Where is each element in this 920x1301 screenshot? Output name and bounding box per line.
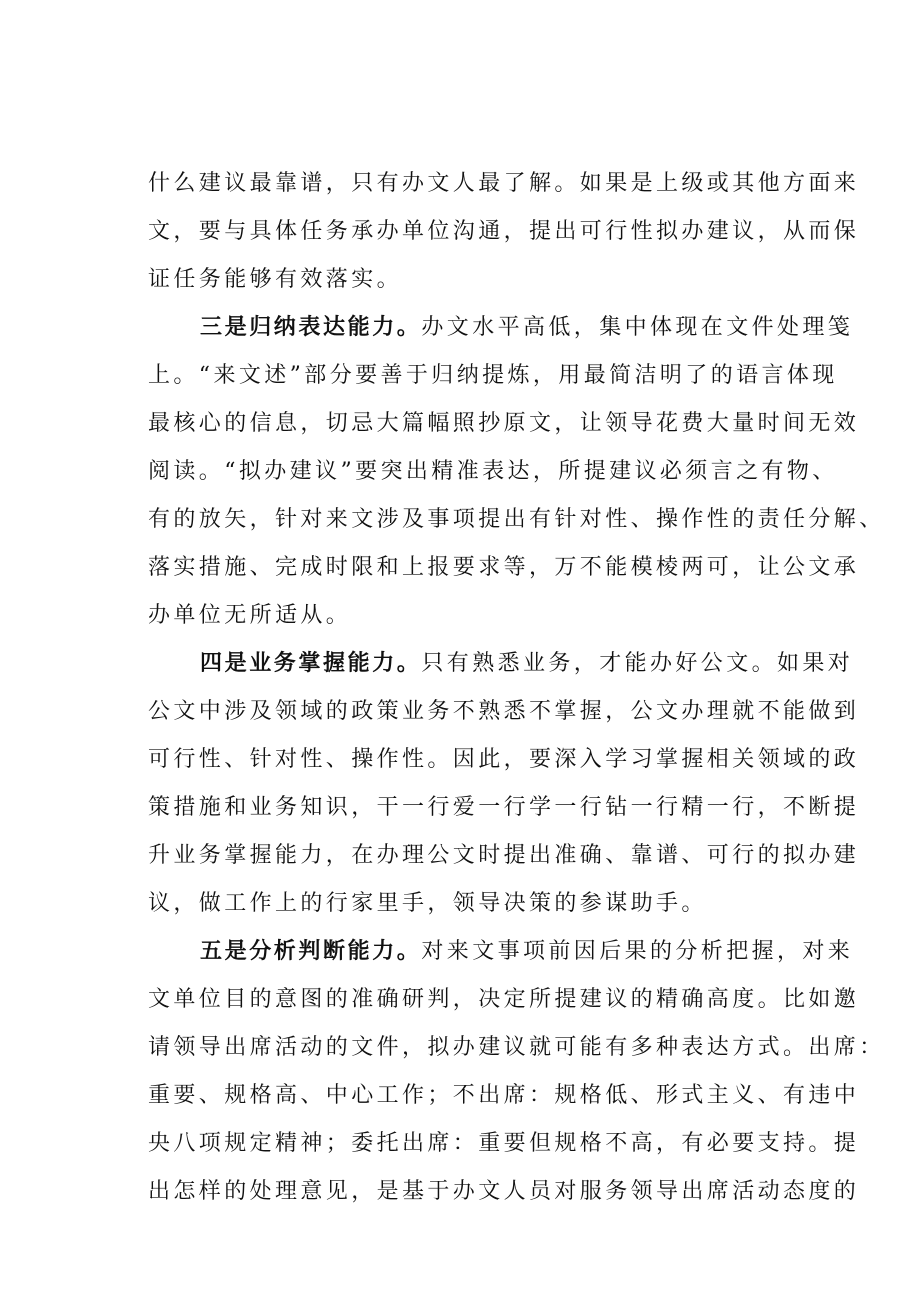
text-line: 什么建议最靠谱，只有办文人最了解。如果是上级或其他方面来 xyxy=(148,171,860,196)
text-line: 重要、规格高、中心工作；不出席：规格低、形式主义、有违中 xyxy=(148,1083,860,1108)
paragraph-text: 对来文事项前因后果的分析把握，对来 xyxy=(421,939,854,964)
paragraph-heading: 三是归纳表达能力。 xyxy=(200,315,422,340)
text-line: 议，做工作上的行家里手，领导决策的参谋助手。 xyxy=(148,891,707,916)
text-line: 最核心的信息，切忌大篇幅照抄原文，让领导花费大量时间无效 xyxy=(148,411,860,436)
text-line: 可行性、针对性、操作性。因此，要深入学习掌握相关领域的政 xyxy=(148,747,860,772)
paragraph-heading: 四是业务掌握能力。 xyxy=(200,651,422,676)
paragraph-first-line xyxy=(148,928,854,976)
text-line: 落实措施、完成时限和上报要求等，万不能模棱两可，让公文承 xyxy=(148,555,860,580)
text-line: 请领导出席活动的文件，拟办建议就可能有多种表达方式。出席： xyxy=(148,1035,885,1060)
text-line: 央八项规定精神；委托出席：重要但规格不高，有必要支持。提 xyxy=(148,1131,860,1156)
paragraph-text: 办文水平高低，集中体现在文件处理笺 xyxy=(421,315,854,340)
text-line: 办单位无所适从。 xyxy=(148,603,352,628)
text-line: 公文中涉及领域的政策业务不熟悉不掌握，公文办理就不能做到 xyxy=(148,699,860,724)
text-line: 文，要与具体任务承办单位沟通，提出可行性拟办建议，从而保 xyxy=(148,219,860,244)
text-line: 策措施和业务知识，干一行爱一行学一行钻一行精一行，不断提 xyxy=(148,795,860,820)
text-line: 文单位目的意图的准确研判，决定所提建议的精确高度。比如邀 xyxy=(148,987,860,1012)
body-text xyxy=(148,160,885,1216)
paragraph-heading: 五是分析判断能力。 xyxy=(200,939,422,964)
text-line: 出怎样的处理意见，是基于办文人员对服务领导出席活动态度的 xyxy=(148,1179,860,1204)
text-line: 证任务能够有效落实。 xyxy=(148,267,403,292)
text-line: 阅读。“拟办建议”要突出精准表达，所提建议必须言之有物、 xyxy=(148,459,838,484)
text-line: 有的放矢，针对来文涉及事项提出有针对性、操作性的责任分解、 xyxy=(148,507,885,532)
paragraph-first-line xyxy=(148,304,854,352)
paragraph-text: 只有熟悉业务，才能办好公文。如果对 xyxy=(421,651,854,676)
text-line: 上。“来文述”部分要善于归纳提炼，用最简洁明了的语言体现 xyxy=(148,363,838,388)
paragraph-first-line xyxy=(148,640,854,688)
text-line: 升业务掌握能力，在办理公文时提出准确、靠谱、可行的拟办建 xyxy=(148,843,860,868)
